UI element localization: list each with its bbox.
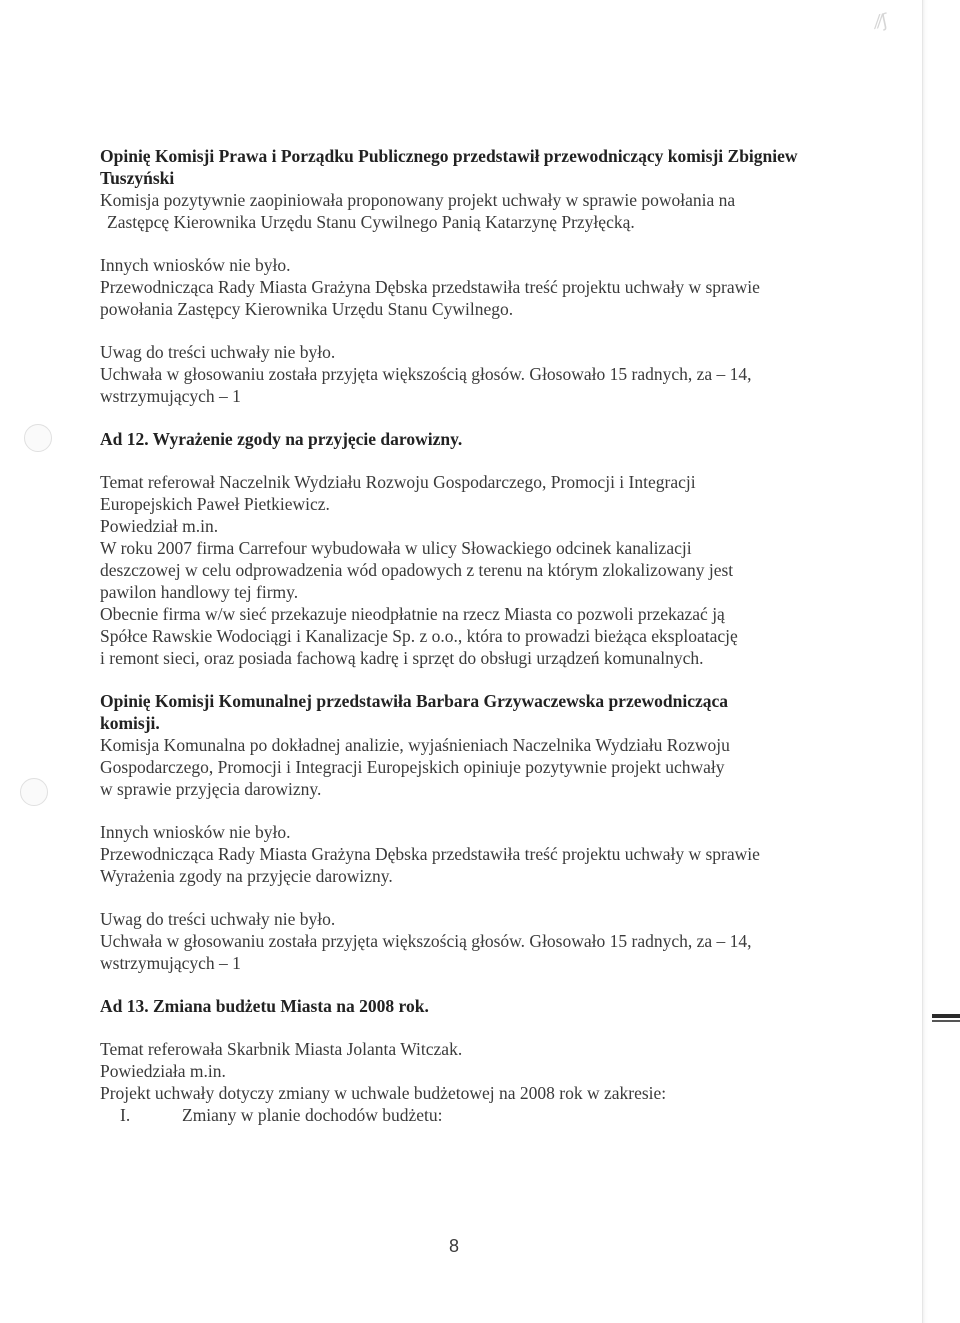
paragraph-line: Zastępcę Kierownika Urzędu Stanu Cywilnego Panią Katarzynę Przyłęcką. (107, 212, 635, 232)
page-number: 8 (449, 1236, 460, 1256)
list-item-text: Zmiany w planie dochodów budżetu: (182, 1105, 443, 1125)
paragraph-line: Temat referowała Skarbnik Miasta Jolanta Witczak. (100, 1039, 463, 1059)
punch-hole (20, 778, 48, 806)
paragraph-line: Spółce Rawskie Wodociągi i Kanalizacje Sp. z o.o., która to prowadzi bieżąca eksploatację (100, 626, 738, 646)
paragraph-line: Gospodarczego, Promocji i Integracji Europejskich opiniuje pozytywnie projekt uchwały (100, 757, 725, 777)
paragraph-line: i remont sieci, oraz posiada fachową kadrę i sprzęt do obsługi urządzeń komunalnych. (100, 648, 704, 668)
punch-hole (24, 424, 52, 452)
paragraph-line: Komisja pozytywnie zaopiniowała proponowany projekt uchwały w sprawie powołania na (100, 190, 736, 210)
handwritten-mark: ⁄⁄ʃ (873, 10, 890, 34)
paragraph-line: Uwag do treści uchwały nie było. (100, 342, 336, 362)
edge-mark (932, 1020, 960, 1022)
paragraph-line: Obecnie firma w/w sieć przekazuje nieodpłatnie na rzecz Miasta co pozwoli przekazać ją (100, 604, 725, 624)
paragraph-line: w sprawie przyjęcia darowizny. (100, 779, 322, 799)
paragraph-line: Uwag do treści uchwały nie było. (100, 909, 336, 929)
document-body (100, 145, 830, 1126)
paragraph-line: Komisja Komunalna po dokładnej analizie, wyjaśnieniach Naczelnika Wydziału Rozwoju (100, 735, 730, 755)
list-item-number: I. (120, 1105, 131, 1125)
edge-mark (932, 1014, 960, 1018)
agenda-item-heading: Ad 12. Wyrażenie zgody na przyjęcie darowizny. (100, 429, 463, 449)
paragraph-line: Temat referował Naczelnik Wydziału Rozwoju Gospodarczego, Promocji i Integracji (100, 472, 696, 492)
paragraph-line: pawilon handlowy tej firmy. (100, 582, 299, 602)
paragraph-line: wstrzymujących – 1 (100, 386, 241, 406)
paragraph-line: Europejskich Paweł Pietkiewicz. (100, 494, 330, 514)
section-heading: Opinię Komisji Komunalnej przedstawiła Barbara Grzywaczewska przewodnicząca (100, 691, 728, 711)
paragraph-line: wstrzymujących – 1 (100, 953, 241, 973)
section-heading: komisji. (100, 713, 160, 733)
paragraph-line: deszczowej w celu odprowadzenia wód opadowych z terenu na którym zlokalizowany jest (100, 560, 734, 580)
list-item (100, 1104, 830, 1126)
paragraph-line: Innych wniosków nie było. (100, 255, 291, 275)
paragraph-line: W roku 2007 firma Carrefour wybudowała w ulicy Słowackiego odcinek kanalizacji (100, 538, 692, 558)
paragraph-line: Uchwała w głosowaniu została przyjęta większością głosów. Głosowało 15 radnych, za – 14, (100, 364, 752, 384)
paragraph-line: Wyrażenia zgody na przyjęcie darowizny. (100, 866, 393, 886)
paragraph-line: Innych wniosków nie było. (100, 822, 291, 842)
paragraph-line: Przewodnicząca Rady Miasta Grażyna Dębska przedstawiła treść projektu uchwały w sprawie (100, 277, 760, 297)
page-edge-line (922, 0, 923, 1323)
page-edge (922, 0, 960, 1323)
paragraph-line: Powiedziała m.in. (100, 1061, 226, 1081)
section-heading: Tuszyński (100, 168, 175, 188)
paragraph-line: Projekt uchwały dotyczy zmiany w uchwale budżetowej na 2008 rok w zakresie: (100, 1083, 667, 1103)
agenda-item-heading: Ad 13. Zmiana budżetu Miasta na 2008 rok. (100, 996, 429, 1016)
section-heading: Opinię Komisji Prawa i Porządku Publicznego przedstawił przewodniczący komisji Zbigniew (100, 146, 798, 166)
paragraph-line: Przewodnicząca Rady Miasta Grażyna Dębska przedstawiła treść projektu uchwały w sprawie (100, 844, 760, 864)
paragraph-line: powołania Zastępcy Kierownika Urzędu Stanu Cywilnego. (100, 299, 514, 319)
paragraph-line: Uchwała w głosowaniu została przyjęta większością głosów. Głosowało 15 radnych, za – 14, (100, 931, 752, 951)
paragraph-line: Powiedział m.in. (100, 516, 219, 536)
